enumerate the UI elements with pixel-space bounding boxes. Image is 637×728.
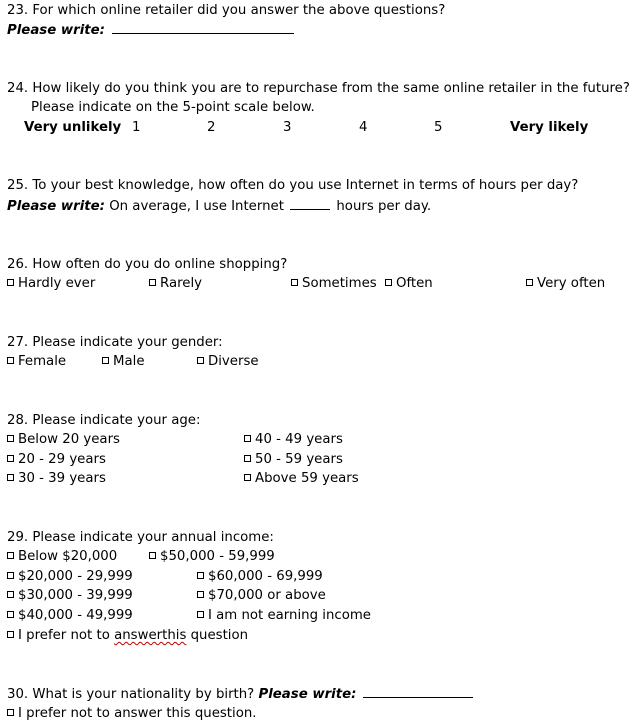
option-label: $50,000 - 59,999 [160, 549, 275, 564]
option-label: $70,000 or above [208, 588, 326, 603]
checkbox-icon[interactable] [7, 474, 14, 481]
q29-option-prefer-not[interactable] [7, 627, 248, 644]
q24-high-label: Very likely [510, 120, 589, 135]
q29-question: 29. Please indicate your annual income: [7, 530, 274, 545]
q26-option-hardly-ever[interactable] [7, 275, 95, 292]
checkbox-icon[interactable] [244, 474, 251, 481]
q26-question: 26. How often do you do online shopping? [7, 257, 288, 272]
q26-option-very-often[interactable] [526, 275, 605, 292]
option-label: Sometimes [302, 276, 377, 291]
checkbox-icon[interactable] [7, 455, 14, 462]
q29-option-below-20000[interactable] [7, 548, 117, 565]
option-label: Very often [537, 276, 606, 291]
checkbox-icon[interactable] [102, 357, 109, 364]
option-label: 30 - 39 years [18, 471, 106, 486]
q29-option-20000-29999[interactable] [7, 568, 133, 585]
q26-option-sometimes[interactable] [291, 275, 377, 292]
option-label: I prefer not to [18, 628, 115, 643]
option-label: 50 - 59 years [255, 452, 343, 467]
option-label: Male [113, 354, 145, 369]
q30-prompt: Please write: [258, 687, 357, 702]
checkbox-icon[interactable] [7, 631, 14, 638]
checkbox-icon[interactable] [244, 455, 251, 462]
q29-option-50000-59999[interactable] [149, 548, 275, 565]
option-label: Below 20 years [18, 432, 120, 447]
q30-write-field[interactable] [363, 685, 473, 698]
option-label: I am not earning income [208, 608, 371, 623]
q23-write-field[interactable] [112, 21, 294, 34]
q28-question: 28. Please indicate your age: [7, 413, 201, 428]
checkbox-icon[interactable] [7, 552, 14, 559]
q25-text-after: hours per day. [336, 199, 432, 214]
checkbox-icon[interactable] [385, 279, 392, 286]
q29-option-30000-39999[interactable] [7, 587, 133, 604]
checkbox-icon[interactable] [197, 357, 204, 364]
q26-option-often[interactable] [385, 275, 433, 292]
checkbox-icon[interactable] [291, 279, 298, 286]
q23-question: 23. For which online retailer did you answer the above questions? [7, 3, 446, 18]
option-label: $40,000 - 49,999 [18, 608, 133, 623]
checkbox-icon[interactable] [7, 572, 14, 579]
q25-text-before: On average, I use Internet [109, 199, 284, 214]
q24-scale-point-1[interactable]: 1 [132, 120, 141, 135]
checkbox-icon[interactable] [7, 357, 14, 364]
q27-question: 27. Please indicate your gender: [7, 335, 223, 350]
q24-scale-point-5[interactable]: 5 [434, 120, 443, 135]
option-label: Often [396, 276, 433, 291]
q23-prompt: Please write: [7, 23, 105, 38]
checkbox-icon[interactable] [7, 591, 14, 598]
checkbox-icon[interactable] [7, 611, 14, 618]
q30-option-prefer-not[interactable] [7, 705, 257, 722]
q28-option-40-49[interactable] [244, 431, 343, 448]
q25-hours-field[interactable] [290, 197, 330, 210]
checkbox-icon[interactable] [244, 435, 251, 442]
q24-scale-point-3[interactable]: 3 [283, 120, 292, 135]
option-label: I prefer not to answer this question. [18, 706, 257, 721]
checkbox-icon[interactable] [197, 591, 204, 598]
q27-option-diverse[interactable] [197, 353, 259, 370]
q24-low-label: Very unlikely [24, 120, 122, 135]
q30-question-line [7, 685, 473, 703]
checkbox-icon[interactable] [7, 435, 14, 442]
q29-option-60000-69999[interactable] [197, 568, 323, 585]
checkbox-icon[interactable] [197, 572, 204, 579]
option-label: Below $20,000 [18, 549, 118, 564]
option-label: Hardly ever [18, 276, 96, 291]
q29-option-40000-49999[interactable] [7, 607, 133, 624]
q25-answer-line [7, 197, 431, 215]
spellcheck-squiggle-word: answerthis [114, 628, 187, 643]
q29-option-not-earning[interactable] [197, 607, 371, 624]
q28-option-20-29[interactable] [7, 451, 106, 468]
q25-question: 25. To your best knowledge, how often do you use Internet in terms of hours per day? [7, 178, 579, 193]
q28-option-30-39[interactable] [7, 470, 106, 487]
option-label: 20 - 29 years [18, 452, 106, 467]
checkbox-icon[interactable] [149, 552, 156, 559]
q28-option-50-59[interactable] [244, 451, 343, 468]
checkbox-icon[interactable] [526, 279, 533, 286]
checkbox-icon[interactable] [7, 709, 14, 716]
q27-option-female[interactable] [7, 353, 66, 370]
q28-option-below-20[interactable] [7, 431, 120, 448]
q26-option-rarely[interactable] [149, 275, 202, 292]
option-label: $30,000 - 39,999 [18, 588, 133, 603]
option-label: Female [18, 354, 67, 369]
checkbox-icon[interactable] [7, 279, 14, 286]
q24-scale-point-2[interactable]: 2 [207, 120, 216, 135]
q25-prompt: Please write: [7, 199, 105, 214]
checkbox-icon[interactable] [197, 611, 204, 618]
q30-question: 30. What is your nationality by birth? [7, 687, 255, 702]
option-label: Above 59 years [255, 471, 359, 486]
option-label: $20,000 - 29,999 [18, 569, 133, 584]
q27-option-male[interactable] [102, 353, 145, 370]
option-label: Rarely [160, 276, 203, 291]
option-label: Diverse [208, 354, 259, 369]
q28-option-above-59[interactable] [244, 470, 359, 487]
option-label: 40 - 49 years [255, 432, 343, 447]
q24-question: 24. How likely do you think you are to repurchase from the same online retailer in the future? [7, 81, 630, 96]
option-label: $60,000 - 69,999 [208, 569, 323, 584]
q23-answer-line [7, 21, 294, 39]
q24-scale-point-4[interactable]: 4 [359, 120, 368, 135]
checkbox-icon[interactable] [149, 279, 156, 286]
q29-option-70000-above[interactable] [197, 587, 326, 604]
q24-instruction: Please indicate on the 5-point scale below. [31, 100, 315, 115]
option-label-end: question [186, 628, 249, 643]
